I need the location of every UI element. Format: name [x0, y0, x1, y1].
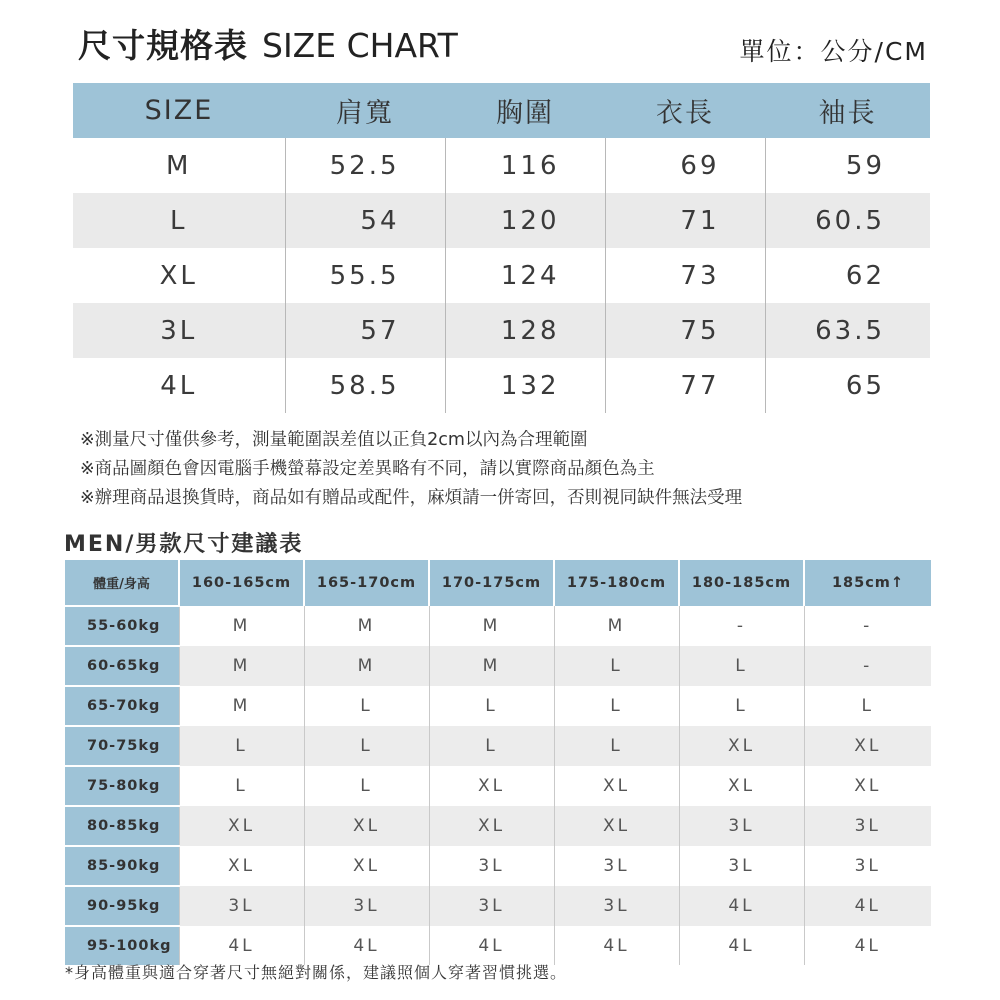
- size-cell: -: [804, 646, 931, 686]
- table-row: [73, 303, 930, 358]
- size-cell: 3L: [679, 846, 804, 886]
- size-cell: XL: [179, 846, 304, 886]
- table-row: [65, 806, 931, 846]
- length-cell: 69: [605, 138, 765, 193]
- table-row: [65, 846, 931, 886]
- size-cell: XL: [179, 806, 304, 846]
- unit-label: 單位：公分/CM: [739, 37, 928, 66]
- weight-cell: 60-65kg: [65, 646, 179, 686]
- table-row: [73, 138, 930, 193]
- shoulder-cell: 57: [285, 303, 445, 358]
- shoulder-cell: 52.5: [285, 138, 445, 193]
- height-header: 180-185cm: [679, 560, 804, 606]
- size-cell: L: [179, 766, 304, 806]
- size-cell: -: [679, 606, 804, 646]
- sleeve-cell: 65: [765, 358, 930, 413]
- size-cell: L: [179, 726, 304, 766]
- size-cell: 3L: [179, 886, 304, 926]
- weight-cell: 65-70kg: [65, 686, 179, 726]
- height-header: 170-175cm: [429, 560, 554, 606]
- sleeve-cell: 62: [765, 248, 930, 303]
- size-cell: 4L: [160, 370, 198, 401]
- title-en: SIZE CHART: [262, 26, 458, 65]
- size-cell: L: [554, 646, 679, 686]
- size-cell: 3L: [679, 806, 804, 846]
- weight-cell: 75-80kg: [65, 766, 179, 806]
- size-cell: L: [429, 686, 554, 726]
- size-cell: L: [679, 686, 804, 726]
- weight-cell: 95-100kg: [65, 926, 179, 965]
- footnote: *身高體重與適合穿著尺寸無絕對關係，建議照個人穿著習慣挑選。: [65, 963, 568, 982]
- size-cell: L: [73, 193, 285, 248]
- page-title: [78, 20, 458, 67]
- title-cjk: 尺寸規格表: [78, 26, 248, 65]
- size-cell: 4L: [679, 886, 804, 926]
- size-cell: XL: [429, 806, 554, 846]
- size-cell: XL: [679, 726, 804, 766]
- size-cell: XL: [804, 766, 931, 806]
- size-cell: L: [679, 646, 804, 686]
- size-cell: L: [429, 726, 554, 766]
- shoulder-cell: 54: [285, 193, 445, 248]
- note-line: ※商品圖顏色會因電腦手機螢幕設定差異略有不同，請以實際商品顏色為主: [80, 459, 655, 479]
- chest-cell: 120: [445, 193, 605, 248]
- height-header: 160-165cm: [179, 560, 304, 606]
- size-cell: M: [166, 150, 192, 181]
- table-row: [65, 686, 931, 726]
- weight-cell: 80-85kg: [65, 806, 179, 846]
- weight-cell: 70-75kg: [65, 726, 179, 766]
- table-row: [65, 646, 931, 686]
- table-row: [73, 193, 930, 248]
- size-cell: 3L: [73, 303, 285, 358]
- length-cell: 73: [605, 248, 765, 303]
- size-cell: L: [554, 686, 679, 726]
- notes: [80, 426, 742, 513]
- height-header: 185cm↑: [804, 560, 931, 606]
- table-row: [65, 726, 931, 766]
- table-row: [73, 358, 930, 413]
- size-cell: M: [429, 646, 554, 686]
- size-cell: L: [304, 726, 429, 766]
- size-cell: 3L: [304, 886, 429, 926]
- size-cell: XL: [304, 806, 429, 846]
- length-cell: 77: [605, 358, 765, 413]
- size-cell: 4L: [304, 926, 429, 965]
- size-cell: 3L: [804, 846, 931, 886]
- column-header-length: 衣長: [605, 83, 765, 138]
- sleeve-cell: 60.5: [765, 193, 930, 248]
- size-cell: 4L: [804, 926, 931, 965]
- chest-cell: 128: [445, 303, 605, 358]
- column-header-sleeve: 袖長: [765, 83, 930, 138]
- size-cell: L: [304, 766, 429, 806]
- table-row: [65, 766, 931, 806]
- size-cell: M: [304, 646, 429, 686]
- size-cell: 3L: [554, 846, 679, 886]
- chest-cell: 116: [445, 138, 605, 193]
- size-cell: XL: [159, 260, 198, 291]
- table-row: [73, 248, 930, 303]
- note-line: ※辦理商品退換貨時，商品如有贈品或配件，麻煩請一併寄回，否則視同缺件無法受理: [80, 488, 743, 508]
- shoulder-cell: 58.5: [285, 358, 445, 413]
- size-cell: M: [179, 606, 304, 646]
- height-header: 165-170cm: [304, 560, 429, 606]
- size-cell: 3L: [804, 806, 931, 846]
- recommendation-title: MEN/男款尺寸建議表: [64, 532, 304, 557]
- size-chart-header-row: [73, 83, 930, 138]
- size-cell: M: [179, 686, 304, 726]
- recommendation-table: [65, 560, 931, 965]
- table-row: [65, 886, 931, 926]
- size-cell: L: [304, 686, 429, 726]
- corner-header: 體重/身高: [65, 560, 179, 606]
- chest-cell: 124: [445, 248, 605, 303]
- size-cell: XL: [679, 766, 804, 806]
- size-cell: XL: [304, 846, 429, 886]
- height-header: 175-180cm: [554, 560, 679, 606]
- sleeve-cell: 59: [765, 138, 930, 193]
- size-chart-table: [73, 83, 930, 413]
- size-cell: M: [179, 646, 304, 686]
- weight-cell: 55-60kg: [65, 606, 179, 646]
- sleeve-cell: 63.5: [765, 303, 930, 358]
- table-row: [65, 606, 931, 646]
- recommendation-header-row: [65, 560, 931, 606]
- size-cell: XL: [804, 726, 931, 766]
- size-cell: 4L: [429, 926, 554, 965]
- size-cell: L: [804, 686, 931, 726]
- column-header-size: SIZE: [73, 83, 285, 138]
- shoulder-cell: 55.5: [285, 248, 445, 303]
- length-cell: 71: [605, 193, 765, 248]
- column-header-chest: 胸圍: [445, 83, 605, 138]
- size-cell: XL: [429, 766, 554, 806]
- size-cell: XL: [554, 766, 679, 806]
- length-cell: 75: [605, 303, 765, 358]
- size-cell: 4L: [179, 926, 304, 965]
- column-header-shoulder: 肩寬: [285, 83, 445, 138]
- size-cell: 4L: [554, 926, 679, 965]
- size-cell: 3L: [429, 846, 554, 886]
- size-cell: 4L: [679, 926, 804, 965]
- size-cell: 3L: [429, 886, 554, 926]
- note-line: ※測量尺寸僅供參考，測量範圍誤差值以正負2cm以內為合理範圍: [80, 430, 588, 450]
- size-cell: -: [804, 606, 931, 646]
- weight-cell: 85-90kg: [65, 846, 179, 886]
- size-cell: M: [554, 606, 679, 646]
- chest-cell: 132: [445, 358, 605, 413]
- size-cell: 3L: [554, 886, 679, 926]
- size-cell: M: [429, 606, 554, 646]
- size-cell: 4L: [804, 886, 931, 926]
- size-cell: M: [304, 606, 429, 646]
- size-cell: L: [554, 726, 679, 766]
- weight-cell: 90-95kg: [65, 886, 179, 926]
- size-cell: XL: [554, 806, 679, 846]
